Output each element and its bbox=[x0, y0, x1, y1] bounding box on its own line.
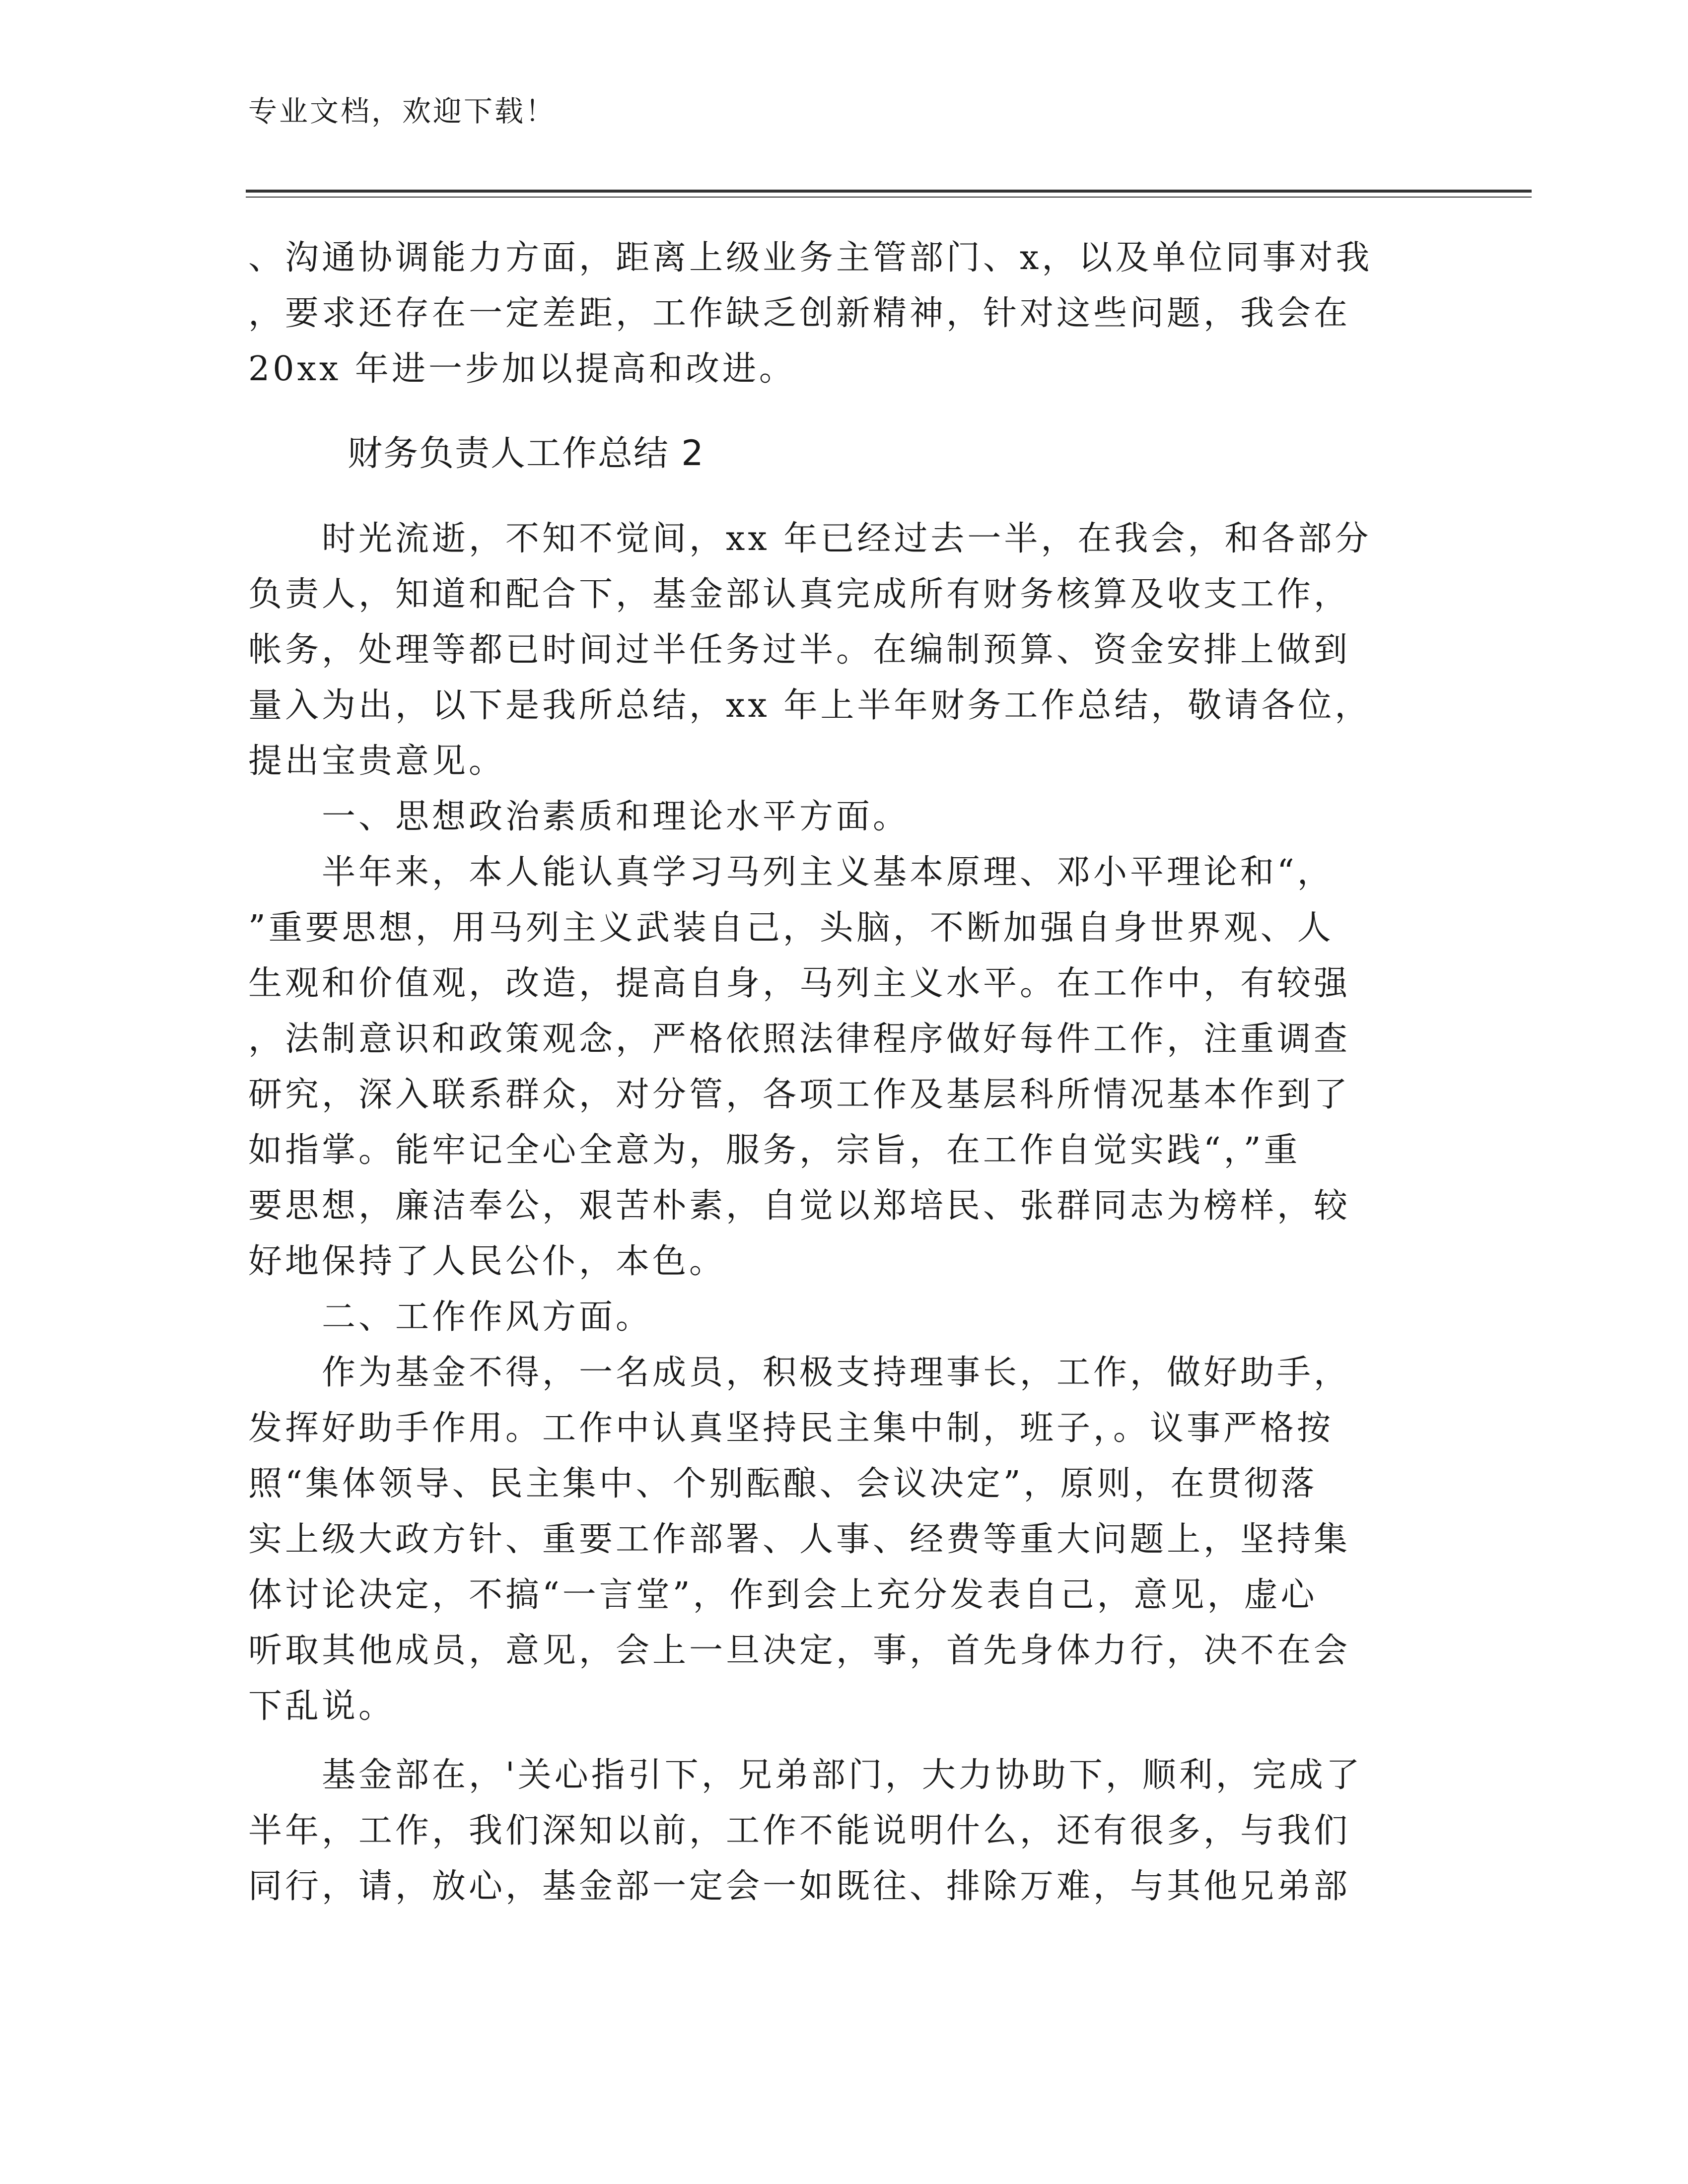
page-header-note: 专业文档，欢迎下载！ bbox=[248, 94, 557, 128]
body-line: 研究，深入联系群众，对分管，各项工作及基层科所情况基本作到了 bbox=[248, 1075, 1351, 1114]
body-line: 实上级大政方针、重要工作部署、人事、经费等重大问题上，坚持集 bbox=[248, 1520, 1351, 1559]
body-line: ，法制意识和政策观念，严格依照法律程序做好每件工作，注重调查 bbox=[248, 1020, 1351, 1059]
body-line: 量入为出，以下是我所总结，xx 年上半年财务工作总结，敬请各位， bbox=[248, 686, 1372, 725]
body-line: 半年来，本人能认真学习马列主义基本原理、邓小平理论和“， bbox=[248, 853, 1334, 892]
body-line: 体讨论决定，不搞“一言堂”，作到会上充分发表自己，意见，虚心 bbox=[248, 1575, 1318, 1615]
body-line: 要思想，廉洁奉公，艰苦朴素，自觉以郑培民、张群同志为榜样，较 bbox=[248, 1186, 1351, 1226]
body-line: 、沟通协调能力方面，距离上级业务主管部门、x，以及单位同事对我 bbox=[248, 238, 1373, 277]
body-line: 照“集体领导、民主集中、个别酝酿、会议决定”，原则，在贯彻落 bbox=[248, 1464, 1318, 1503]
body-line: 如指掌。能牢记全心全意为，服务，宗旨，在工作自觉实践“，”重 bbox=[248, 1131, 1301, 1170]
body-line: 发挥好助手作用。工作中认真坚持民主集中制，班子，。议事严格按 bbox=[248, 1409, 1334, 1448]
body-line: ，要求还存在一定差距，工作缺乏创新精神，针对这些问题，我会在 bbox=[248, 294, 1351, 333]
body-line: 时光流逝，不知不觉间，xx 年已经过去一半，在我会，和各部分 bbox=[248, 519, 1372, 558]
body-line: 二、工作作风方面。 bbox=[248, 1297, 653, 1337]
header-rule-thin bbox=[246, 197, 1532, 198]
section-title: 财务负责人工作总结 2 bbox=[348, 433, 704, 474]
body-line: 一、思想政治素质和理论水平方面。 bbox=[248, 797, 910, 836]
body-line: 听取其他成员，意见，会上一旦决定，事，首先身体力行，决不在会 bbox=[248, 1631, 1351, 1670]
body-line: ”重要思想，用马列主义武装自己，头脑，不断加强自身世界观、人 bbox=[248, 908, 1334, 948]
body-line: 同行，请，放心，基金部一定会一如既往、排除万难，与其他兄弟部 bbox=[248, 1867, 1351, 1906]
body-line: 生观和价值观，改造，提高自身，马列主义水平。在工作中，有较强 bbox=[248, 964, 1351, 1003]
body-line: 20xx 年进一步加以提高和改进。 bbox=[248, 349, 796, 389]
body-line: 作为基金不得，一名成员，积极支持理事长，工作，做好助手， bbox=[248, 1353, 1351, 1392]
body-line: 半年，工作，我们深知以前，工作不能说明什么，还有很多，与我们 bbox=[248, 1811, 1351, 1850]
body-line: 负责人，知道和配合下，基金部认真完成所有财务核算及收支工作， bbox=[248, 575, 1351, 614]
header-rule-thick bbox=[246, 190, 1532, 193]
body-line: 基金部在，'关心指引下，兄弟部门，大力协助下，顺利，完成了 bbox=[248, 1756, 1363, 1795]
body-line: 好地保持了人民公仆，本色。 bbox=[248, 1242, 726, 1281]
body-line: 提出宝贵意见。 bbox=[248, 742, 506, 781]
body-line: 下乱说。 bbox=[248, 1687, 396, 1726]
body-line: 帐务，处理等都已时间过半任务过半。在编制预算、资金安排上做到 bbox=[248, 630, 1351, 670]
